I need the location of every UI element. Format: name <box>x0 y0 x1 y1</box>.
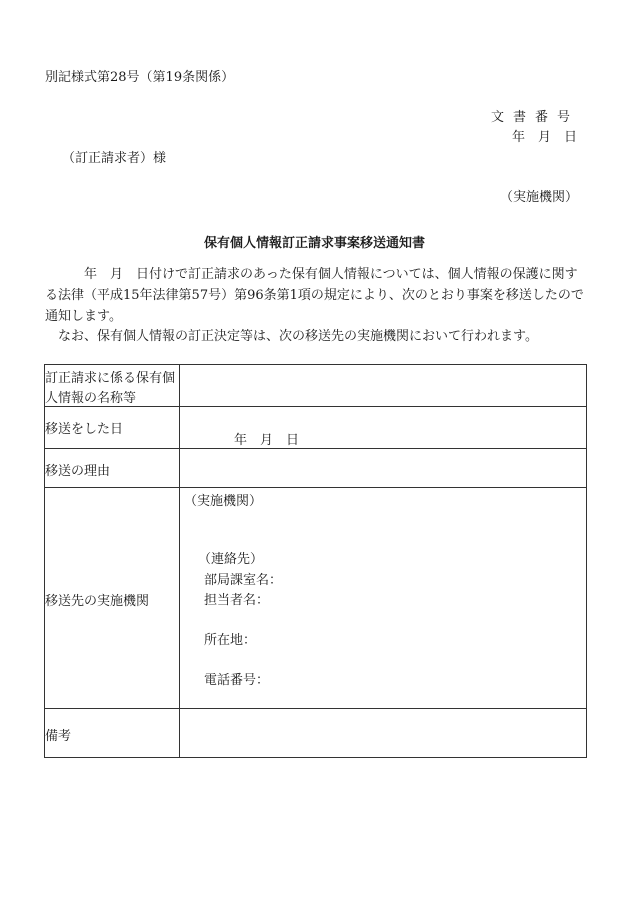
transfer-date-label: 移送をした日 <box>45 422 124 437</box>
transfer-date-value-cell <box>180 407 587 449</box>
body-paragraph-1: 年 月 日付けで訂正請求のあった保有個人情報については、個人情報の保護に関する法律（平成15年法律第57号）第96条第1項の規定により、次のとおり事案を移送したので通知します。 <box>45 267 584 324</box>
issuing-agency: （実施機関） <box>500 190 579 205</box>
document-title: 保有個人情報訂正請求事案移送通知書 <box>204 236 426 251</box>
table-row <box>45 709 587 758</box>
document-number-label: 文書番号 <box>491 110 580 125</box>
remarks-value-cell <box>180 709 587 758</box>
info-name-label-line2: 人情報の名称等 <box>45 391 137 406</box>
addressee: （訂正請求者）様 <box>62 151 167 166</box>
department-field: 部局課室名： <box>204 573 283 588</box>
transfer-reason-label-cell <box>45 449 180 488</box>
transfer-reason-value-cell <box>180 449 587 488</box>
transfer-details-table <box>44 364 587 758</box>
body-paragraph-2: なお、保有個人情報の訂正決定等は、次の移送先の実施機関において行われます。 <box>45 329 538 344</box>
remarks-label-cell <box>45 709 180 758</box>
table-row <box>45 365 587 407</box>
destination-agency-label-cell <box>45 488 180 709</box>
info-name-label-cell <box>45 365 180 407</box>
phone-number-field: 電話番号： <box>204 673 270 688</box>
form-number: 別記様式第28号（第19条関係） <box>45 70 235 85</box>
remarks-label: 備考 <box>45 729 72 744</box>
table-row <box>45 449 587 488</box>
date-label: 年 月 日 <box>512 130 578 145</box>
table-row <box>45 488 587 709</box>
destination-agency-label: 移送先の実施機関 <box>45 594 150 609</box>
address-field: 所在地： <box>204 633 257 648</box>
destination-agency-value-cell <box>180 488 587 709</box>
transfer-date-label-cell <box>45 407 180 449</box>
table-row <box>45 407 587 449</box>
contact-heading: （連絡先） <box>198 552 264 567</box>
destination-agency-name: （実施機関） <box>184 494 263 509</box>
transfer-reason-label: 移送の理由 <box>45 464 111 479</box>
person-in-charge-field: 担当者名： <box>204 593 270 608</box>
info-name-value-cell <box>180 365 587 407</box>
info-name-label-line1: 訂正請求に係る保有個 <box>45 371 176 386</box>
transfer-date-value: 年 月 日 <box>234 433 300 448</box>
